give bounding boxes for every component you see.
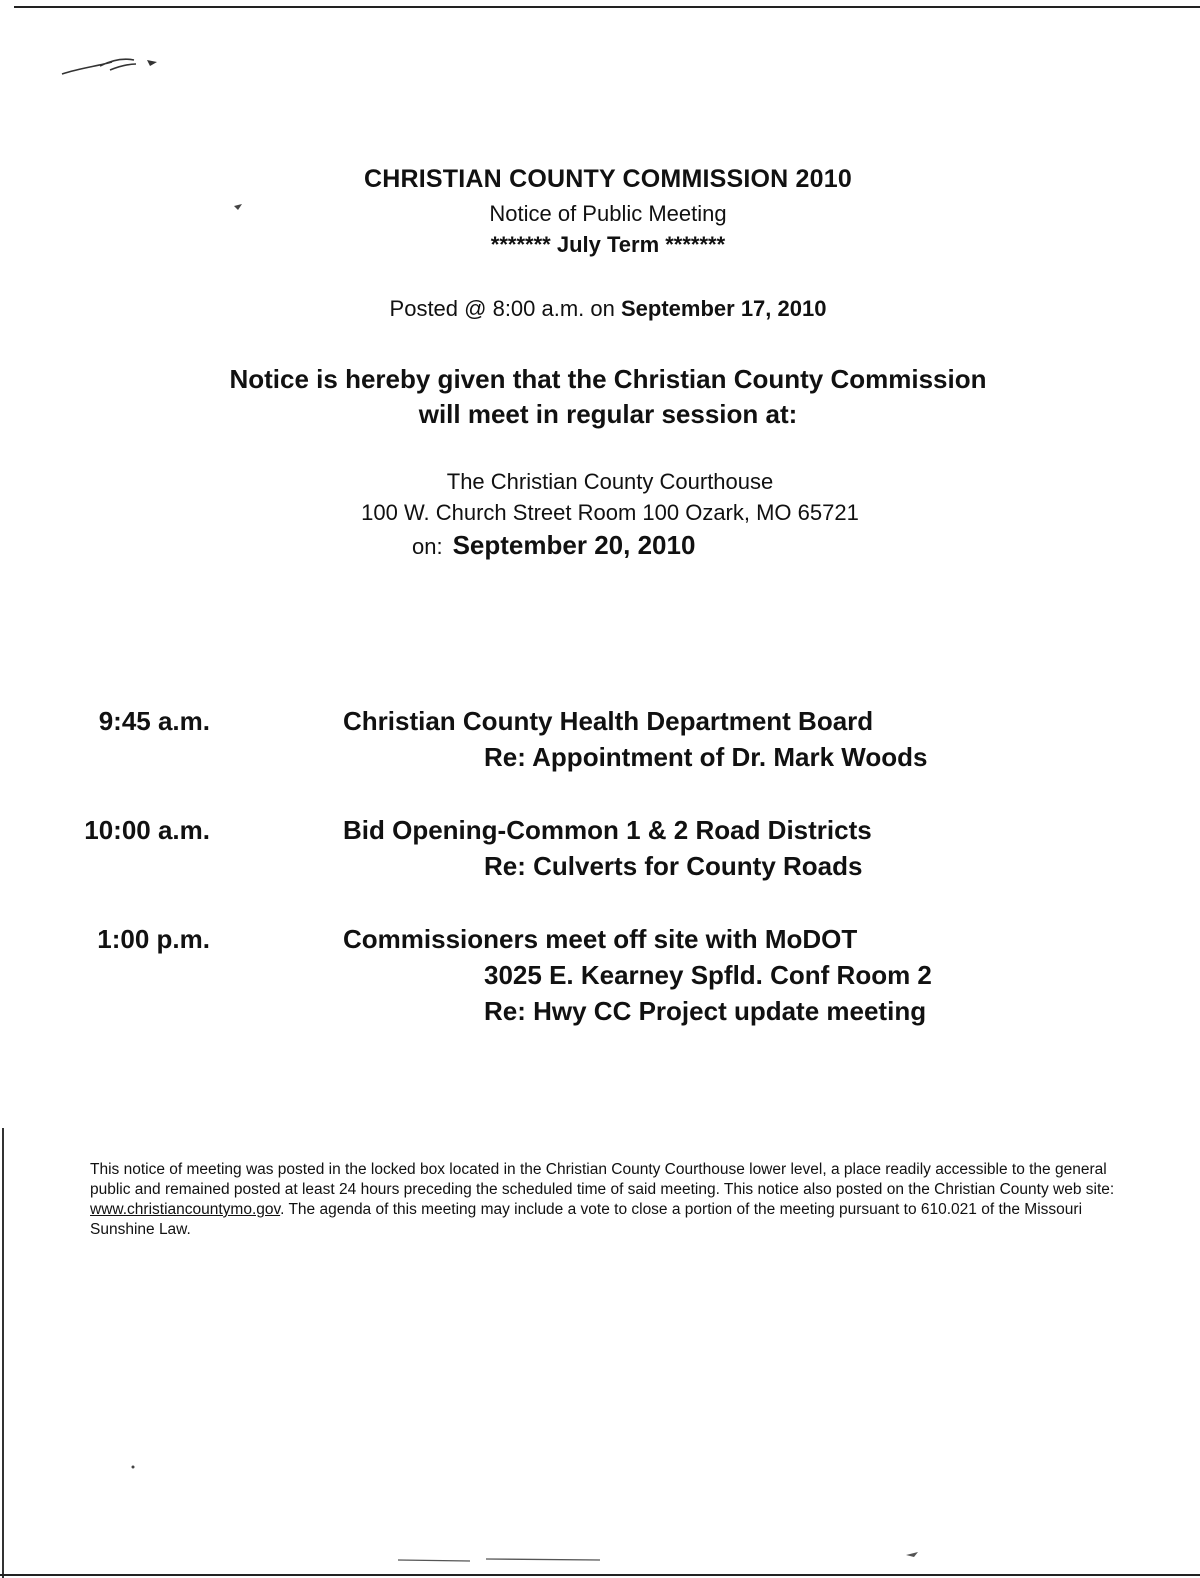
footer-text-end: . The agenda of this meeting may include a vote to close a portion of the meeting pursuant to 610.021 of the Missouri Sunshine Law. — [90, 1201, 1083, 1238]
agenda-title: Christian County Health Department Board — [343, 706, 874, 736]
posted-prefix: Posted @ 8:00 a.m. on — [389, 296, 621, 321]
agenda-title: Bid Opening-Common 1 & 2 Road Districts — [343, 815, 872, 845]
meeting-location — [10, 466, 1200, 528]
agenda-detail: Re: Hwy CC Project update meeting — [484, 996, 927, 1026]
agenda-detail: Re: Appointment of Dr. Mark Woods — [484, 742, 928, 772]
agenda-time: 10:00 a.m. — [84, 815, 210, 845]
website-link[interactable]: www.christiancountymo.gov — [90, 1201, 281, 1218]
notice-statement — [8, 362, 1200, 432]
agenda-time: 1:00 p.m. — [97, 924, 210, 954]
meeting-date: September 20, 2010 — [452, 530, 696, 560]
footer-text: This notice of meeting was posted in the locked box located in the Christian County Courthouse lower level, a place readily accessible to the general public and remained posted at least 24 hours preceding the scheduled time of said meeting. This notice also posted on the Christian County web site: — [90, 1161, 1115, 1198]
agenda-detail: 3025 E. Kearney Spfld. Conf Room 2 — [484, 960, 932, 990]
posted-date: September 17, 2010 — [621, 296, 827, 321]
agenda-detail: Re: Culverts for County Roads — [484, 851, 863, 881]
notice-line-1: Notice is hereby given that the Christian County Commission — [229, 364, 987, 394]
page-title: CHRISTIAN COUNTY COMMISSION 2010 — [364, 165, 852, 193]
meeting-date-row — [412, 530, 695, 561]
agenda-title: Commissioners meet off site with MoDOT — [343, 924, 858, 954]
page-subtitle: Notice of Public Meeting — [489, 201, 727, 226]
term-label: ******* July Term ******* — [490, 232, 726, 257]
footer-legal-notice — [90, 1160, 1125, 1240]
agenda-time: 9:45 a.m. — [98, 706, 210, 736]
on-label: on: — [412, 534, 443, 559]
notice-line-2: will meet in regular session at: — [418, 399, 798, 429]
posted-line — [8, 296, 1200, 322]
location-address: 100 W. Church Street Room 100 Ozark, MO 65721 — [361, 500, 859, 525]
location-building: The Christian County Courthouse — [446, 469, 774, 494]
